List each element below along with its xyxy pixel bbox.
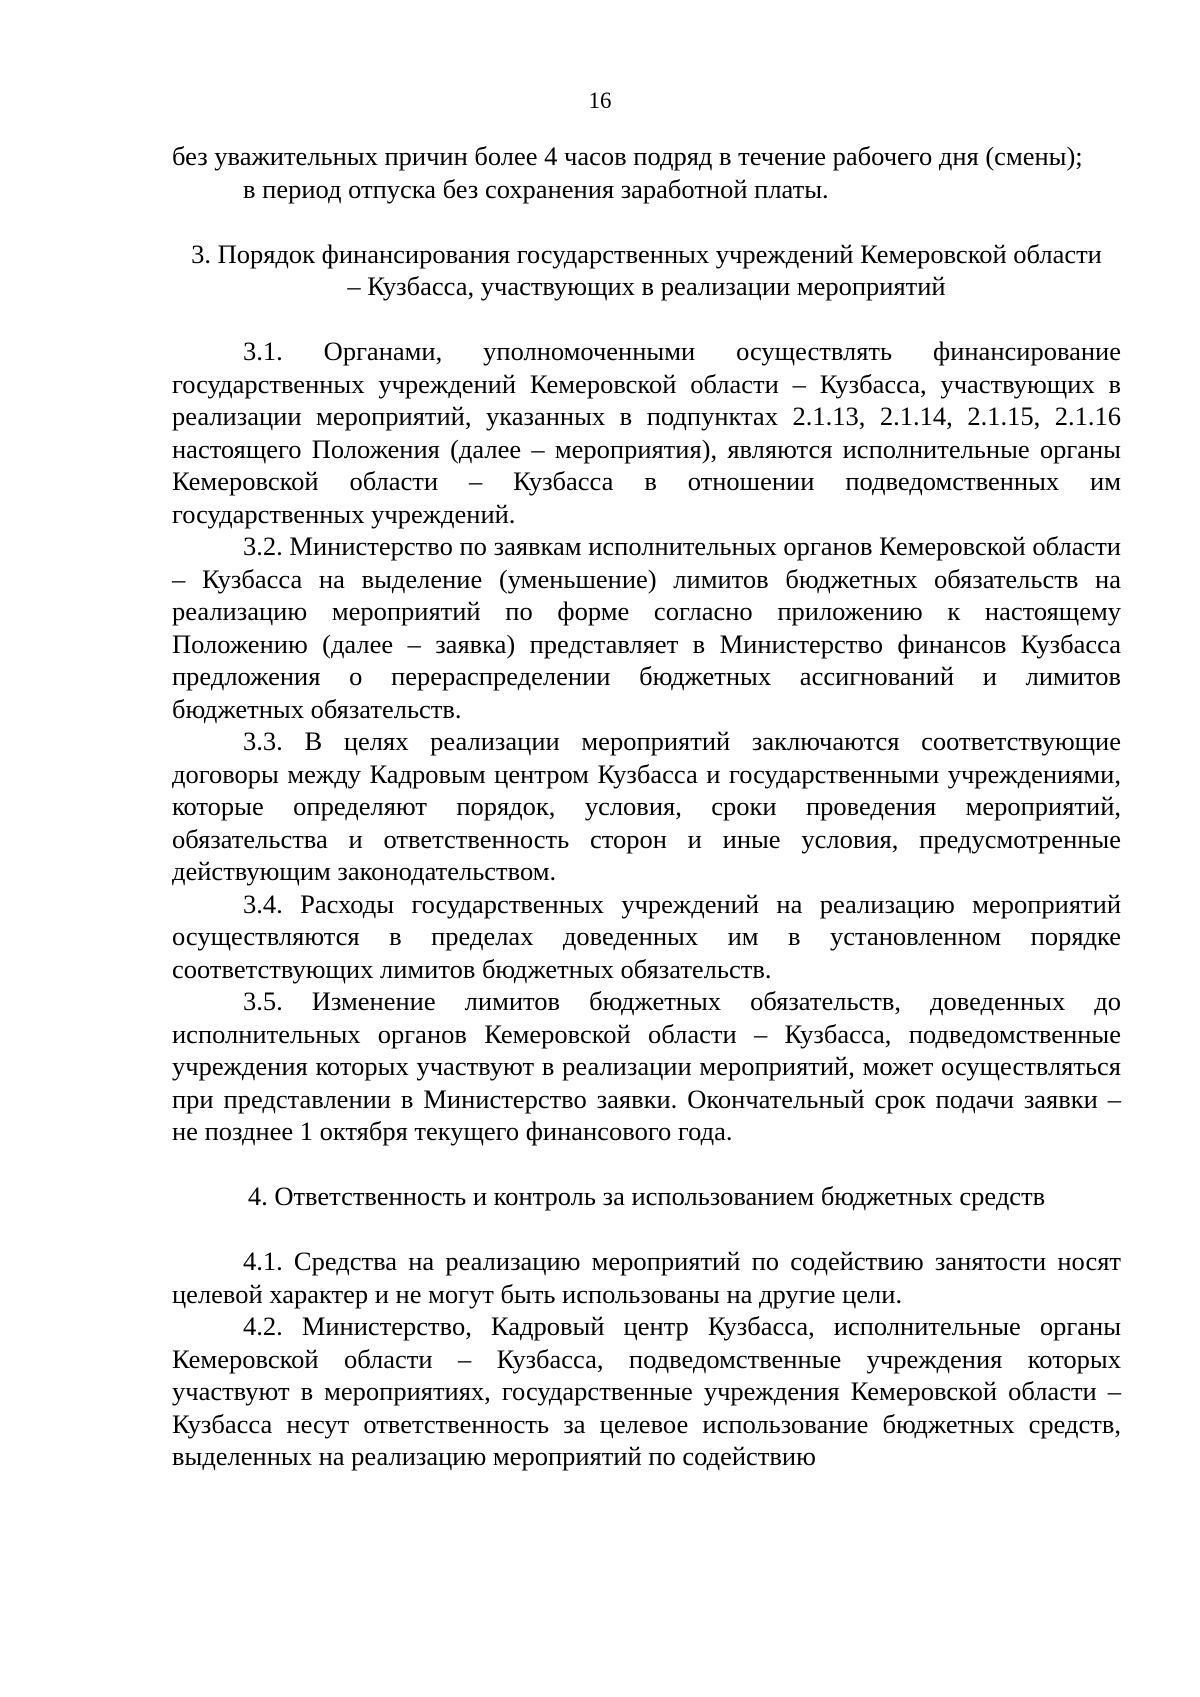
paragraph-3-1: 3.1. Органами, уполномоченными осуществлять финансирование государственных учреждений Кемеровской области – Кузбасса, участвующих в реализации мероприятий, указанных в подпунктах 2.1.13, 2.1.14, 2.1.15, 2.1.16 настоящего Положения (далее – мероприятия), являются исполнительные органы Кемеровской области – Кузбасса в отношении подведомственных им государственных учреждений. bbox=[172, 336, 1121, 529]
paragraph-3-2: 3.2. Министерство по заявкам исполнительных органов Кемеровской области – Кузбасса на выделение (уменьшение) лимитов бюджетных обязательств на реализацию мероприятий по форме согласно приложению к настоящему Положению (далее – заявка) представляет в Министерство финансов Кузбасса предложения о перераспределении бюджетных ассигнований и лимитов бюджетных обязательств. bbox=[172, 531, 1121, 724]
paragraph-3-5: 3.5. Изменение лимитов бюджетных обязательств, доведенных до исполнительных органов Кемеровской области – Кузбасса, подведомственные учреждения которых участвуют в реализации мероприятий, может осуществляться при представлении в Министерство заявки. Окончательный срок подачи заявки – не позднее 1 октября текущего финансового года. bbox=[172, 986, 1121, 1146]
paragraph-continuation: без уважительных причин более 4 часов подряд в течение рабочего дня (смены); bbox=[172, 141, 1083, 171]
paragraph-4-2: 4.2. Министерство, Кадровый центр Кузбасса, исполнительные органы Кемеровской области – Кузбасса, подведомственные учреждения которых участвуют в мероприятиях, государственные учреждения Кемеровской области – Кузбасса несут ответственность за целевое использование бюджетных средств, выделенных на реализацию мероприятий по содействию bbox=[172, 1311, 1121, 1471]
document-body bbox=[172, 140, 1121, 1473]
section-3-heading: 3. Порядок финансирования государственных учреждений Кемеровской области – Кузбасса, участвующих в реализации мероприятий bbox=[191, 238, 1102, 301]
section-4-heading: 4. Ответственность и контроль за использованием бюджетных средств bbox=[247, 1181, 1046, 1211]
page-number: 16 bbox=[588, 88, 612, 113]
paragraph-3-3: 3.3. В целях реализации мероприятий заключаются соответствующие договоры между Кадровым центром Кузбасса и государственными учреждениями, которые определяют порядок, условия, сроки проведения мероприятий, обязательства и ответственность сторон и иные условия, предусмотренные действующим законодательством. bbox=[172, 726, 1121, 886]
paragraph-unpaid-leave: в период отпуска без сохранения заработной платы. bbox=[243, 173, 829, 204]
paragraph-4-1: 4.1. Средства на реализацию мероприятий по содействию занятости носят целевой характер и не могут быть использованы на другие цели. bbox=[172, 1246, 1121, 1309]
paragraph-3-4: 3.4. Расходы государственных учреждений на реализацию мероприятий осуществляются в пределах доведенных им в установленном порядке соответствующих лимитов бюджетных обязательств. bbox=[172, 888, 1121, 984]
